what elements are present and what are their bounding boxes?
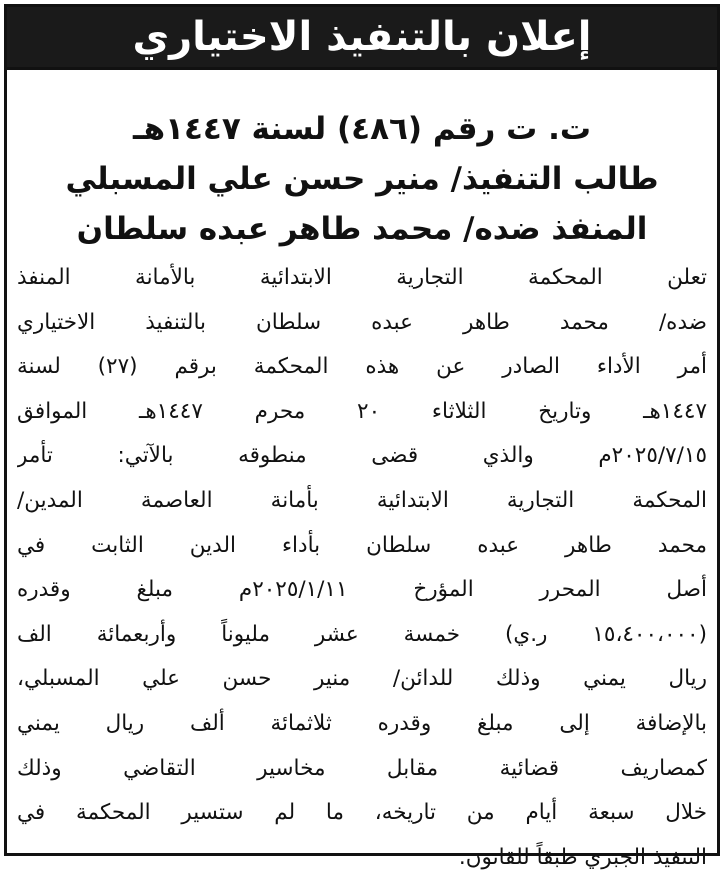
notice-title-bar	[7, 7, 717, 70]
body-line: ريال يمني وذلك للدائن/ منير حسن علي المسبلي،	[17, 666, 707, 692]
execution-requester: طالب التنفيذ/ منير حسن علي المسبلي	[65, 161, 659, 197]
body-line: بالإضافة إلى مبلغ وقدره ثلاثمائة ألف ريال يمني	[17, 710, 707, 736]
body-line: خلال سبعة أيام من تاريخه، ما لم ستسير المحكمة في	[17, 800, 707, 826]
body-line: كمصاريف قضائية مقابل مخاسير التقاضي وذلك	[17, 755, 707, 781]
body-line: ضده/ محمد طاهر عبده سلطان بالتنفيذ الاختياري	[17, 309, 707, 335]
body-line: (١٥،٤٠٠،٠٠٠ ر.ي) خمسة عشر مليوناً وأربعمائة الف	[17, 621, 707, 647]
body-line: ١٤٤٧هـ وتاريخ الثلاثاء ٢٠ محرم ١٤٤٧هـ الموافق	[17, 398, 707, 424]
notice-body	[7, 254, 717, 880]
body-line: التنفيذ الجبري طبقاً للقانون.	[458, 844, 707, 870]
case-number: ت. ت رقم (٤٨٦) لسنة ١٤٤٧هـ	[132, 111, 592, 147]
body-line: المحكمة التجارية الابتدائية بأمانة العاصمة المدين/	[17, 487, 707, 513]
body-line: ٢٠٢٥/٧/١٥م والذي قضى منطوقه بالآتي: تأمر	[17, 443, 707, 469]
execution-notice	[4, 4, 720, 870]
body-line: أصل المحرر المؤرخ ٢٠٢٥/١/١١م مبلغ وقدره	[17, 577, 707, 603]
body-line: محمد طاهر عبده سلطان بأداء الدين الثابت في	[17, 532, 707, 558]
body-line: تعلن المحكمة التجارية الابتدائية بالأمانة المنفذ	[17, 265, 707, 290]
notice-title: إعلان بالتنفيذ الاختياري	[132, 14, 592, 60]
execution-respondent: المنفذ ضده/ محمد طاهر عبده سلطان	[76, 211, 648, 247]
case-heading	[7, 70, 717, 254]
body-line: أمر الأداء الصادر عن هذه المحكمة برقم (٢٧) لسنة	[17, 354, 707, 380]
